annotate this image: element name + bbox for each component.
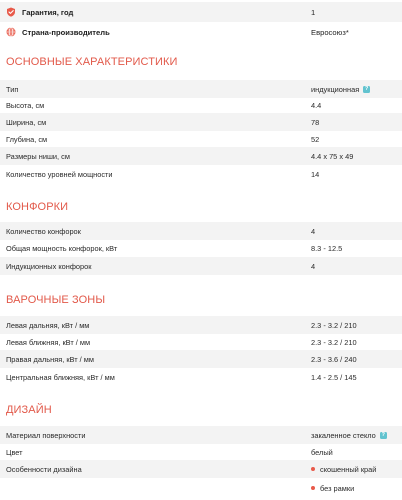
help-icon[interactable]: ? (381, 431, 385, 438)
spec-label: Размеры ниши, см (6, 151, 70, 161)
spec-label: Количество уровней мощности (6, 169, 113, 179)
section-title-main: ОСНОВНЫЕ ХАРАКТЕРИСТИКИ (6, 56, 178, 68)
section-title-cooking-zones: ВАРОЧНЫЕ ЗОНЫ (6, 294, 106, 306)
spec-value: 8.3 - 12.5 (311, 243, 343, 253)
globe-icon (6, 27, 16, 37)
spec-row (0, 333, 402, 351)
spec-value: 2.3 - 3.2 / 210 (311, 320, 357, 330)
spec-value: индукционная (311, 84, 360, 94)
spec-row (0, 130, 402, 148)
spec-label: Тип (6, 84, 19, 94)
spec-value: 52 (311, 134, 320, 144)
spec-label: Гарантия, год (22, 7, 74, 17)
spec-label: Высота, см (6, 100, 45, 110)
spec-row (0, 257, 402, 275)
spec-row-warranty (0, 2, 402, 22)
spec-row (0, 96, 402, 114)
spec-value: белый (311, 447, 333, 457)
spec-label: Цвет (6, 447, 23, 457)
spec-value: 1 (311, 7, 316, 17)
spec-label: Общая мощность конфорок, кВт (6, 243, 118, 253)
spec-row-country (0, 22, 402, 42)
shield-check-icon (6, 7, 16, 17)
spec-value: Евросоюз* (311, 27, 349, 37)
spec-value: 4 (311, 226, 316, 236)
spec-row (0, 350, 402, 368)
spec-label: Количество конфорок (6, 226, 81, 236)
spec-row (0, 368, 402, 386)
spec-label: Материал поверхности (6, 430, 86, 440)
spec-value: 4.4 x 75 x 49 (311, 151, 354, 161)
spec-value: скошенный край (320, 464, 377, 474)
help-icon[interactable]: ? (365, 85, 369, 92)
spec-value: 2.3 - 3.2 / 210 (311, 337, 357, 347)
spec-label: Правая дальняя, кВт / мм (6, 354, 94, 364)
spec-row (0, 426, 402, 444)
spec-value: 1.4 - 2.5 / 145 (311, 372, 357, 382)
spec-value: без рамки (320, 483, 355, 493)
spec-label: Левая ближняя, кВт / мм (6, 337, 91, 347)
spec-row (0, 113, 402, 131)
spec-row (0, 222, 402, 240)
spec-row (0, 443, 402, 461)
bullet-dot-icon (311, 486, 315, 490)
spec-value: закаленное стекло (311, 430, 376, 440)
spec-value: 4.4 (311, 100, 322, 110)
spec-row (0, 147, 402, 165)
spec-value: 14 (311, 169, 320, 179)
spec-row (0, 239, 402, 257)
spec-label: Ширина, см (6, 117, 47, 127)
spec-label: Особенности дизайна (6, 464, 82, 474)
spec-label: Глубина, см (6, 134, 48, 144)
spec-label: Центральная ближняя, кВт / мм (6, 372, 115, 382)
spec-row (0, 479, 402, 497)
section-title-burners: КОНФОРКИ (6, 201, 69, 213)
bullet-dot-icon (311, 467, 315, 471)
spec-label: Индукционных конфорок (6, 261, 92, 271)
spec-label: Левая дальняя, кВт / мм (6, 320, 90, 330)
spec-row (0, 460, 402, 478)
section-title-design: ДИЗАЙН (6, 404, 52, 416)
spec-row (0, 316, 402, 334)
spec-value: 78 (311, 117, 320, 127)
spec-value: 4 (311, 261, 316, 271)
spec-label: Страна-производитель (22, 27, 110, 37)
spec-value: 2.3 - 3.6 / 240 (311, 354, 357, 364)
spec-row (0, 165, 402, 183)
